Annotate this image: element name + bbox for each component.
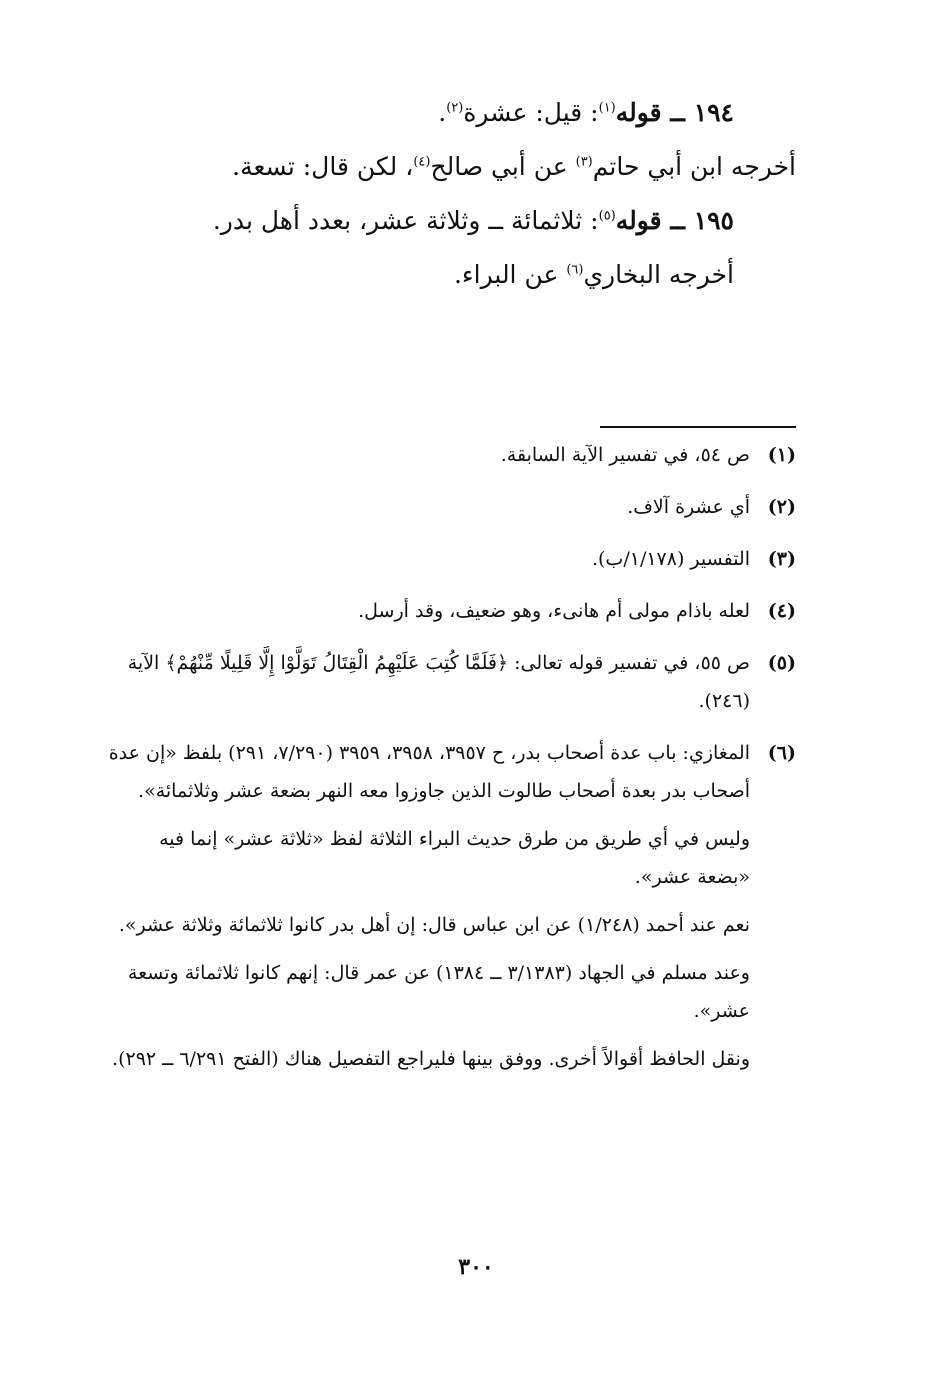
footnote-ref-5: (٥)	[598, 208, 616, 224]
entry-195-label: ١٩٥ ــ قوله	[615, 206, 734, 235]
footnote-text: أي عشرة آلاف.	[627, 496, 750, 518]
footnote-paragraph: المغازي: باب عدة أصحاب بدر، ح ٣٩٥٧، ٣٩٥٨، ٣٩٥٩ (٧/٢٩٠، ٢٩١) بلفظ «إن عدة أصحاب بدر بعدة أصحاب طالوت الذين جاوزوا معه النهر بضعة عشر وثلاثمائة».	[108, 742, 750, 802]
footnote-3	[106, 540, 796, 578]
paragraph-2	[134, 248, 734, 302]
entry-195-text: : ثلاثمائة ــ وثلاثة عشر، بعدد أهل بدر.	[212, 206, 599, 235]
footnote-6	[106, 734, 796, 1078]
footnote-1	[106, 436, 796, 474]
paragraph-1	[134, 140, 796, 194]
footnote-ref-4: (٤)	[413, 154, 431, 170]
footnote-text: لعله باذام مولى أم هانىء، وهو ضعيف، وقد أرسل.	[358, 600, 750, 622]
footnote-number: (٤)	[767, 600, 796, 622]
paragraph-1-part-b: عن أبي صالح	[430, 152, 576, 181]
paragraph-2-part-a: أخرجه البخاري	[583, 260, 734, 289]
footnote-number: (٢)	[767, 496, 796, 518]
footnote-paragraph: وليس في أي طريق من طرق حديث البراء الثلاثة لفظ «ثلاثة عشر» إنما فيه «بضعة عشر».	[159, 828, 750, 888]
entry-194	[134, 86, 734, 140]
footnote-divider	[600, 426, 796, 428]
paragraph-1-part-c: ، لكن قال: تسعة.	[232, 152, 414, 181]
footnote-ref-6: (٦)	[566, 262, 584, 278]
entry-195	[134, 194, 734, 248]
footnote-number: (٣)	[767, 548, 796, 570]
footnote-text: ص ٥٤، في تفسير الآية السابقة.	[500, 444, 750, 466]
footnote-ref-3: (٣)	[575, 154, 593, 170]
footnote-2	[106, 488, 796, 526]
footnote-paragraph: نعم عند أحمد (١/٢٤٨) عن ابن عباس قال: إن أهل بدر كانوا ثلاثمائة وثلاثة عشر».	[118, 914, 750, 936]
footnote-number: (١)	[767, 444, 796, 466]
footnote-5	[106, 644, 796, 720]
footnote-number: (٥)	[767, 652, 796, 674]
footnote-paragraph: ونقل الحافظ أقوالاً أخرى. ووفق بينها فليراجع التفصيل هناك (الفتح ٦/٢٩١ ــ ٢٩٢).	[112, 1048, 750, 1070]
paragraph-2-part-b: عن البراء.	[453, 260, 567, 289]
footnote-text: التفسير (١/١٧٨/ب).	[591, 548, 750, 570]
footnote-paragraph: وعند مسلم في الجهاد (٣/١٣٨٣ ــ ١٣٨٤) عن عمر قال: إنهم كانوا ثلاثمائة وتسعة عشر».	[127, 962, 750, 1022]
page-number: ٣٠٠	[458, 1254, 494, 1280]
footnote-ref-2: (٢)	[446, 100, 464, 116]
entry-194-text: : قيل: عشرة	[463, 98, 599, 127]
main-text	[134, 86, 796, 302]
paragraph-1-part-a: أخرجه ابن أبي حاتم	[592, 152, 796, 181]
footnotes	[106, 436, 796, 1092]
entry-194-end: .	[438, 98, 447, 127]
footnote-text: ص ٥٥، في تفسير قوله تعالى: ﴿فَلَمَّا كُتِبَ عَلَيْهِمُ الْقِتَالُ تَوَلَّوْا إِلَّا قَلِيلًا مِّنْهُمْ﴾ الآية (٢٤٦).	[127, 652, 750, 712]
entry-194-label: ١٩٤ ــ قوله	[615, 98, 734, 127]
footnote-ref-1: (١)	[598, 100, 616, 116]
footnote-number: (٦)	[767, 742, 796, 764]
footnote-4	[106, 592, 796, 630]
